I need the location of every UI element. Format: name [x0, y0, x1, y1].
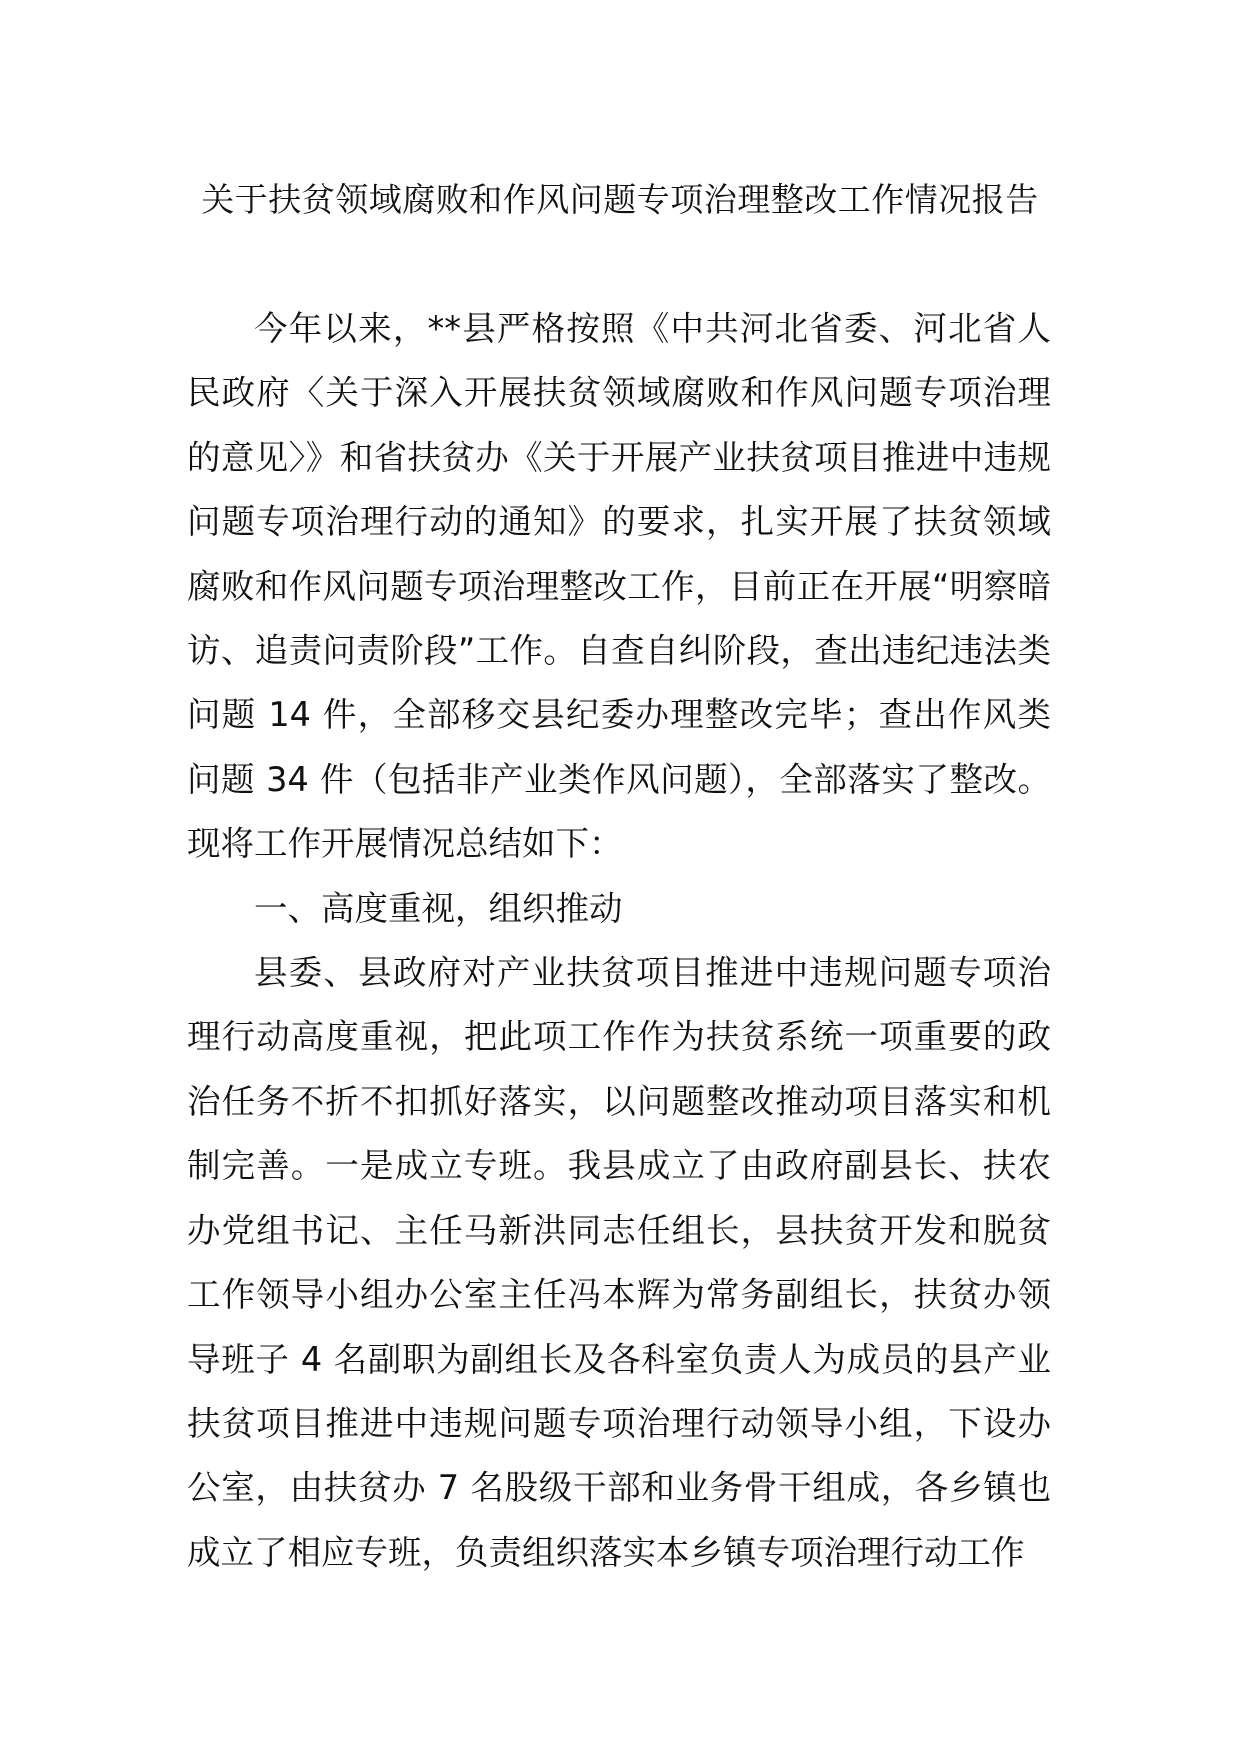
document-body — [187, 297, 1051, 1585]
document-title: 关于扶贫领域腐败和作风问题专项治理整改工作情况报告 — [201, 180, 1039, 219]
paragraph-section-1: 县委、县政府对产业扶贫项目推进中违规问题专项治理行动高度重视，把此项工作作为扶贫系统一项重要的政治任务不折不扣抓好落实，以问题整改推动项目落实和机制完善。一是成立专班。我县成立了由政府副县长、扶农办党组书记、主任马新洪同志任组长，县扶贫开发和脱贫工作领导小组办公室主任冯本辉为常务副组长，扶贫办领导班子 4 名副职为副组长及各科室负责人为成员的县产业扶贫项目推进中违规问题专项治理行动领导小组，下设办公室，由扶贫办 7 名股级干部和业务骨干组成，各乡镇也成立了相应专班，负责组织落实本乡镇专项治理行动工作 — [187, 953, 1051, 1572]
paragraph-intro: 今年以来，**县严格按照《中共河北省委、河北省人民政府〈关于深入开展扶贫领域腐败和作风问题专项治理的意见〉》和省扶贫办《关于开展产业扶贫项目推进中违规问题专项治理行动的通知》的要求，扎实开展了扶贫领域腐败和作风问题专项治理整改工作，目前正在开展“明察暗访、追责问责阶段”工作。自查自纠阶段，查出违纪违法类问题 14 件，全部移交县纪委办理整改完毕；查出作风类问题 34 件（包括非产业类作风问题），全部落实了整改。现将工作开展情况总结如下： — [187, 309, 1051, 864]
section-heading-1: 一、高度重视，组织推动 — [254, 888, 623, 928]
